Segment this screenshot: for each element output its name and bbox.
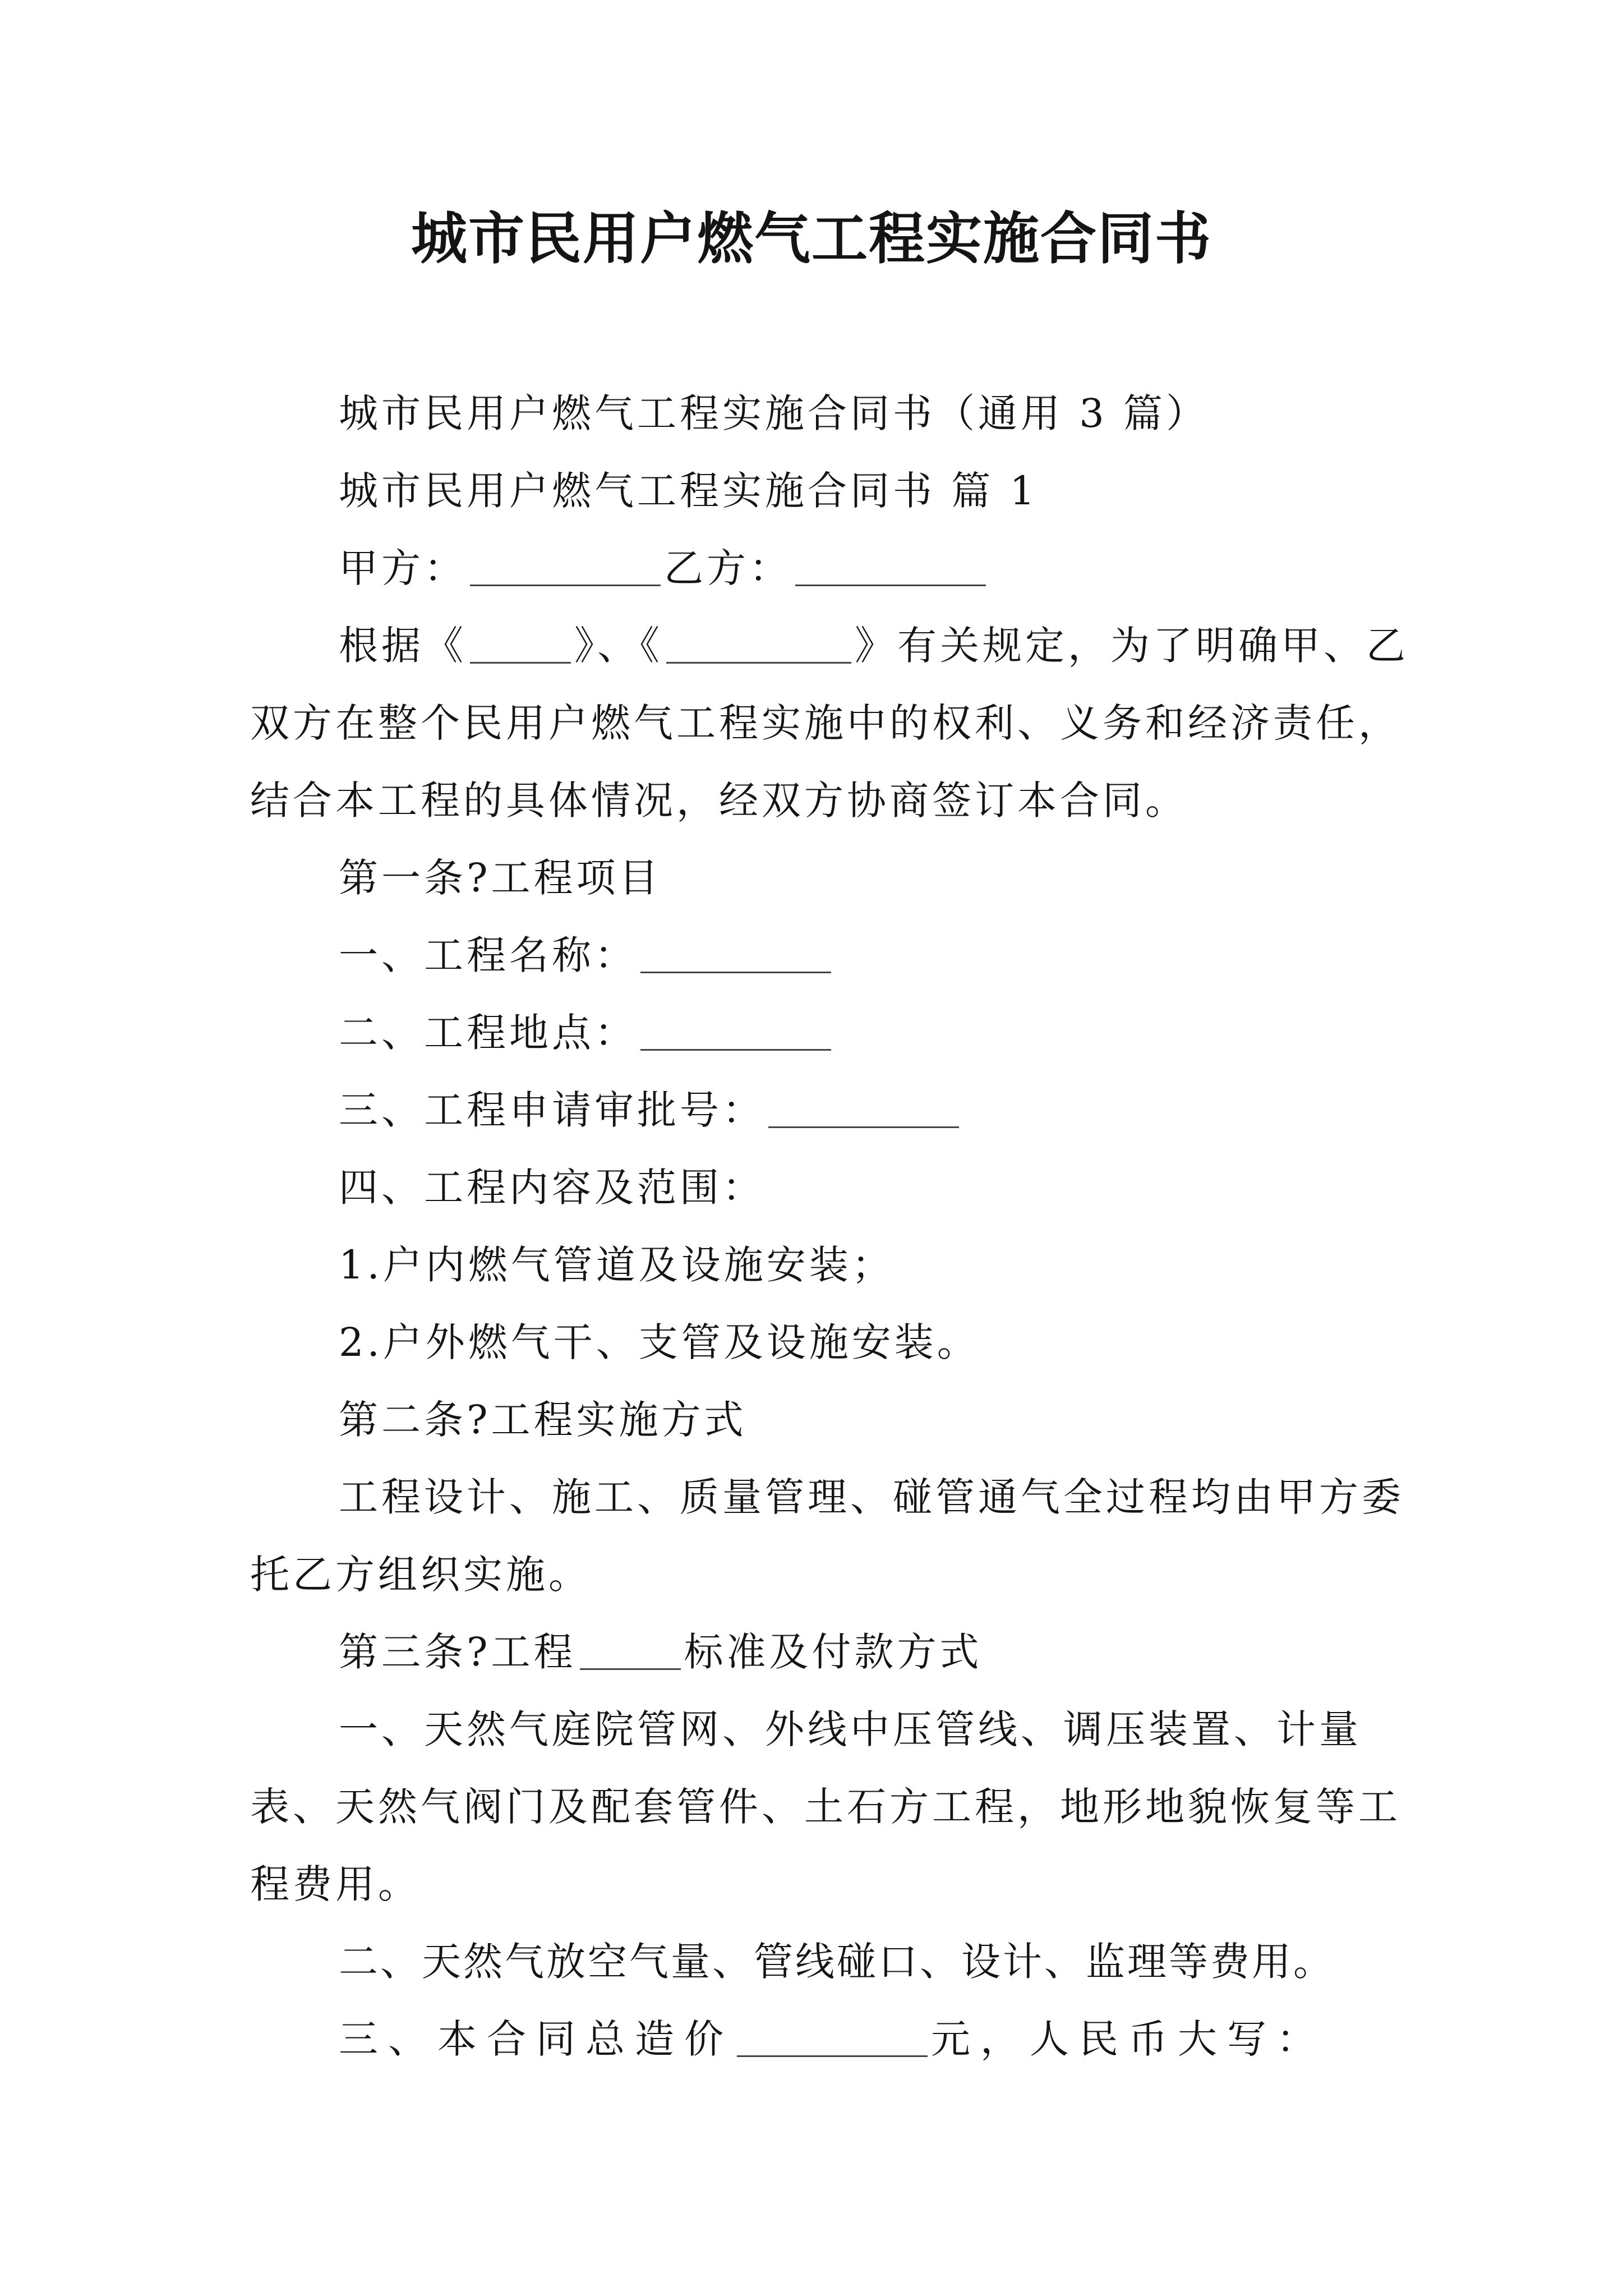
- article1-heading: 第一条?工程项目: [339, 855, 662, 901]
- item4-line: 四、工程内容及范围：: [339, 1165, 765, 1211]
- item2-label: 二、工程地点：: [339, 1010, 637, 1056]
- article3-prefix: 第三条?工程: [339, 1629, 577, 1675]
- article2-body: 工程设计、施工、质量管理、碰管通气全过程均由甲方委托乙方组织实施。: [250, 1474, 1404, 1598]
- basis-paragraph: [250, 607, 1417, 839]
- party-b-label: 乙方：: [664, 545, 792, 591]
- party-a-blank[interactable]: [470, 547, 661, 586]
- item1-line: [250, 917, 1417, 994]
- item3-label: 三、工程申请审批号：: [339, 1087, 765, 1133]
- item1-label: 一、工程名称：: [339, 932, 637, 978]
- fee-item-3: [250, 2000, 1417, 2078]
- party-b-blank[interactable]: [795, 547, 986, 586]
- total-price-blank[interactable]: [737, 2018, 928, 2057]
- article3-heading: [250, 1613, 1417, 1691]
- item3-line: [250, 1071, 1417, 1149]
- article3-suffix: 标准及付款方式: [684, 1629, 983, 1675]
- fee-item-1: 一、天然气庭院管网、外线中压管线、调压装置、计量表、天然气阀门及配套管件、土石方工程，地形地貌恢复等工程费用。: [250, 1706, 1401, 1907]
- document-title: 城市民用户燃气工程实施合同书: [411, 205, 1212, 272]
- basis-blank-1[interactable]: [470, 625, 571, 664]
- basis-mid: 》、《: [574, 623, 663, 669]
- scope-item-1: 1.户内燃气管道及设施安装；: [339, 1242, 895, 1288]
- party-a-label: 甲方：: [339, 545, 467, 591]
- part-heading: 城市民用户燃气工程实施合同书 篇 1: [339, 468, 1039, 514]
- parties-line: [250, 530, 1417, 607]
- basis-blank-2[interactable]: [666, 625, 851, 664]
- fee-item-2: 二、天然气放空气量、管线碰口、设计、监理等费用。: [339, 1939, 1335, 1985]
- project-name-blank[interactable]: [640, 935, 831, 973]
- subtitle: 城市民用户燃气工程实施合同书（通用 3 篇）: [339, 390, 1209, 436]
- article2-heading: 第二条?工程实施方式: [339, 1397, 747, 1443]
- fee3-suffix: 元，人民币大写：: [931, 2016, 1326, 2062]
- approval-number-blank[interactable]: [768, 1089, 959, 1128]
- scope-item-2: 2.户外燃气干、支管及设施安装。: [339, 1319, 980, 1365]
- article3-blank[interactable]: [580, 1631, 681, 1670]
- basis-suffix: 》有关规定，为了明确甲、乙双方在整个民用户燃气工程实施中的权利、义务和经济责任，结合本工程的具体情况，经双方协商签订本合同。: [250, 623, 1409, 823]
- document-body: [250, 375, 1417, 2078]
- project-location-blank[interactable]: [640, 1012, 831, 1051]
- basis-prefix: 根据《: [339, 623, 467, 669]
- fee3-prefix: 三、本合同总造价: [339, 2016, 734, 2062]
- item2-line: [250, 994, 1417, 1071]
